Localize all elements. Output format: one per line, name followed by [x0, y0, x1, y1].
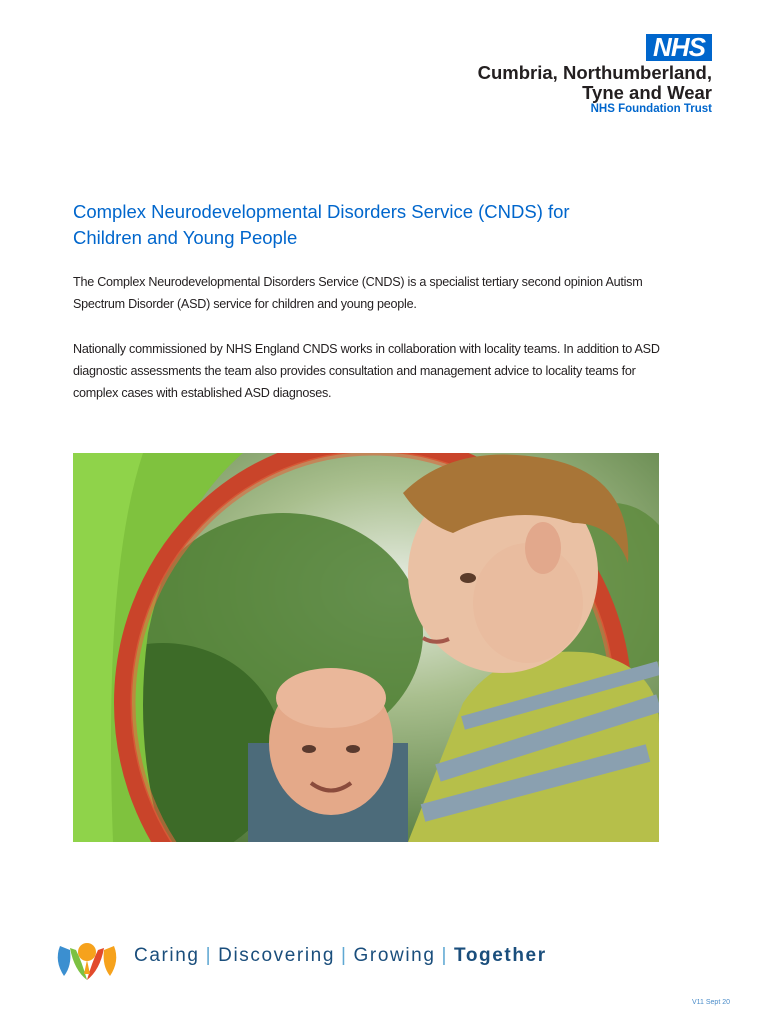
tagline-discovering: Discovering: [218, 945, 335, 966]
tagline-together: Together: [454, 945, 547, 966]
page-title-line2: Children and Young People: [73, 227, 298, 248]
tagline-growing: Growing: [353, 945, 436, 966]
tagline: [134, 945, 547, 967]
trust-name-line2: Tyne and Wear: [582, 82, 712, 103]
nhs-logo: NHS: [646, 34, 712, 61]
tagline-separator: |: [340, 945, 348, 966]
description-paragraph: Nationally commissioned by NHS England CNDS works in collaboration with locality teams. In addition to ASD diagnostic assessments the team also provides consultation and management advice to locality teams for complex cases with established ASD diagnoses.: [73, 342, 660, 400]
page-title-line1: Complex Neurodevelopmental Disorders Service (CNDS) for: [73, 201, 570, 222]
trust-name-line1: Cumbria, Northumberland,: [477, 62, 712, 83]
trust-subtitle: NHS Foundation Trust: [590, 103, 712, 115]
trust-name: [478, 63, 712, 103]
tagline-caring: Caring: [134, 945, 200, 966]
trust-emblem-icon: [52, 936, 122, 982]
version-label: V11 Sept 20: [691, 999, 730, 1006]
hero-photo: [73, 453, 659, 842]
tagline-separator: |: [205, 945, 213, 966]
intro-paragraph: The Complex Neurodevelopmental Disorders Service (CNDS) is a specialist tertiary second opinion Autism Spectrum Disorder (ASD) service for children and young people.: [73, 275, 643, 311]
tagline-separator: |: [441, 945, 449, 966]
photo-illustration: [73, 453, 659, 842]
page-title: [73, 199, 673, 251]
